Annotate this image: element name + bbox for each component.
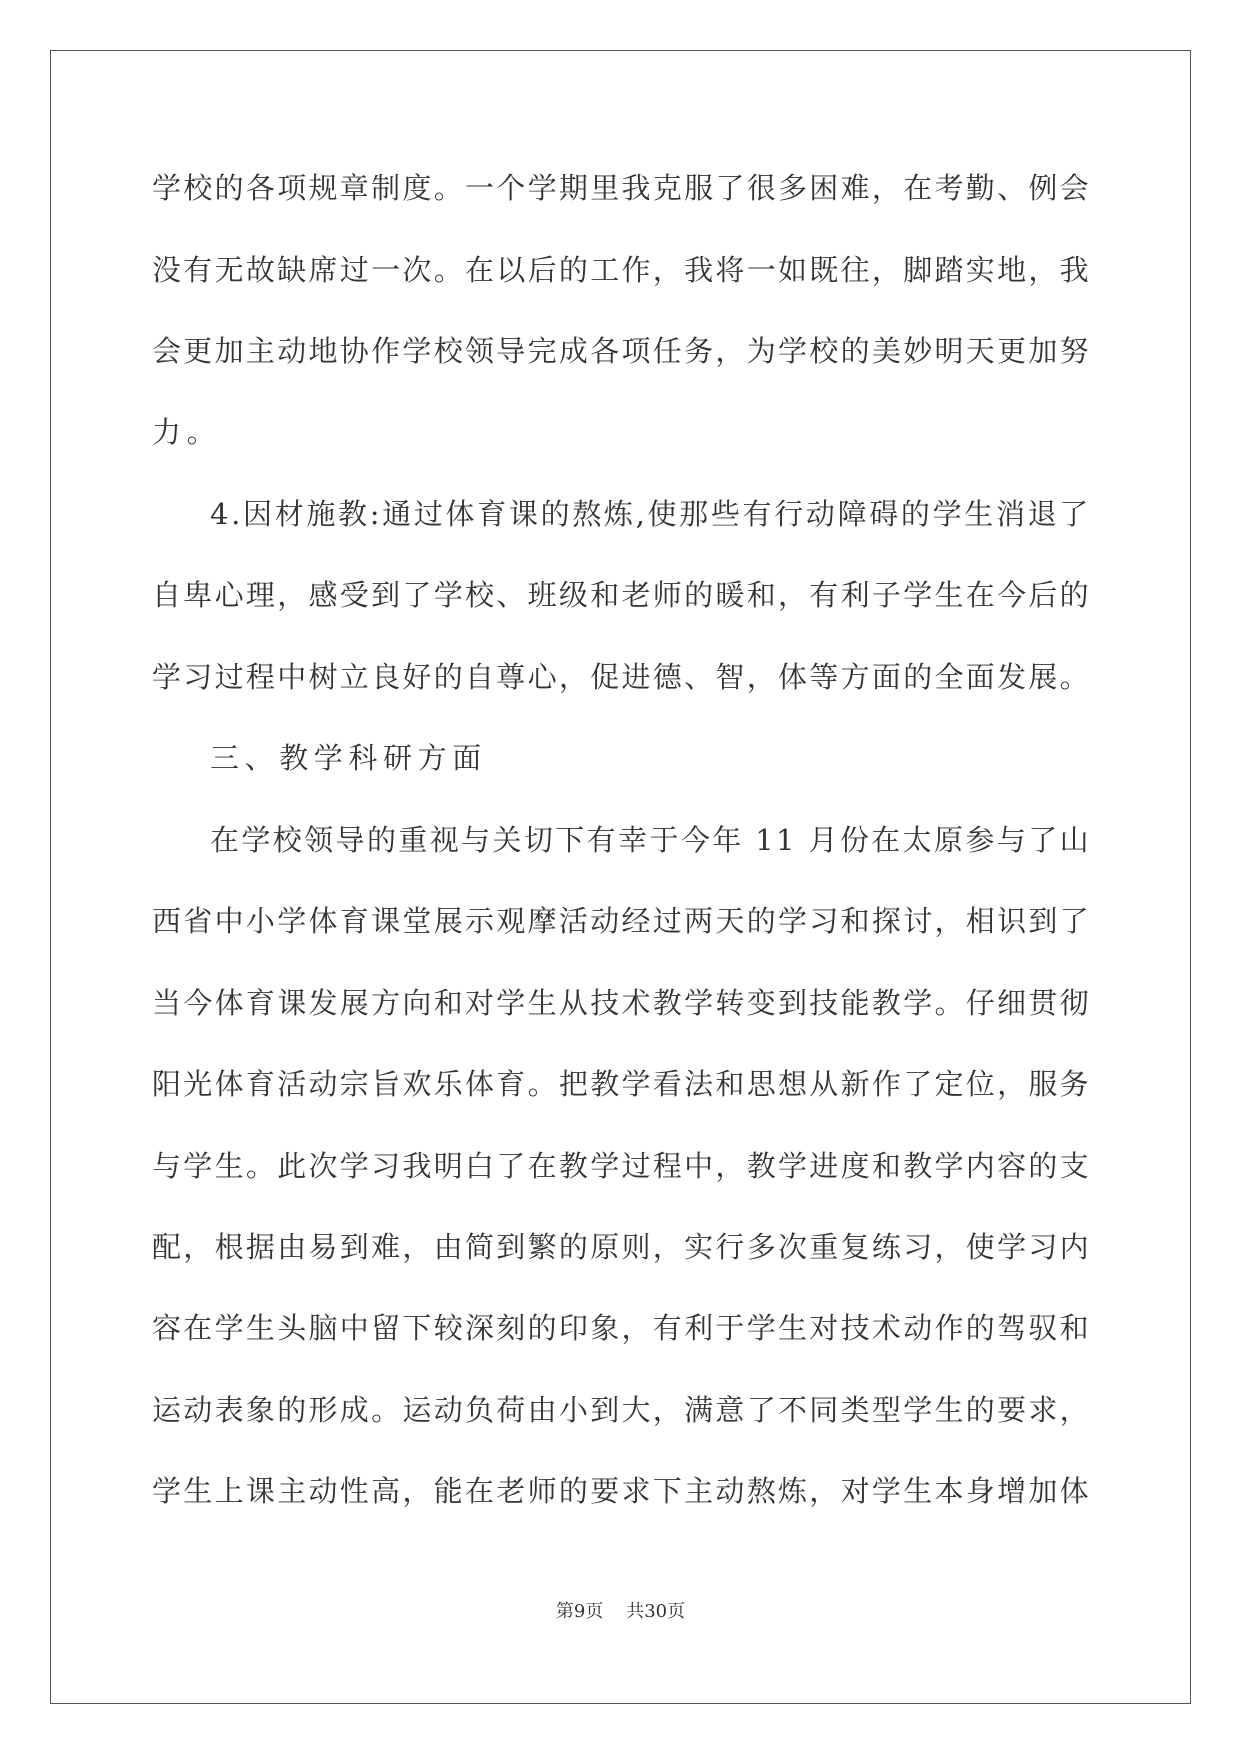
text-line: 运动表象的形成。运动负荷由小到大，满意了不同类型学生的要求， (152, 1393, 1091, 1427)
text-line: 会更加主动地协作学校领导完成各项任务，为学校的美妙明天更加努 (152, 334, 1091, 368)
text-line: 没有无故缺席过一次。在以后的工作，我将一如既往，脚踏实地，我 (152, 253, 1091, 287)
text-line: 配，根据由易到难，由简到繁的原则，实行多次重复练习，使学习内 (152, 1230, 1091, 1264)
page-label-suffix: 页 (585, 1601, 604, 1622)
text-line: 自卑心理，感受到了学校、班级和老师的暖和，有利子学生在今后的 (152, 578, 1091, 612)
text-line: 容在学生头脑中留下较深刻的印象，有利于学生对技术动作的驾驭和 (152, 1311, 1091, 1345)
text-line: 4.因材施教:通过体育课的熬炼,使那些有行动障碍的学生消退了 (210, 497, 1091, 531)
total-label-prefix: 共 (626, 1601, 645, 1622)
text-line: 学习过程中树立良好的自尊心，促进德、智，体等方面的全面发展。 (152, 660, 1091, 694)
text-line: 学生上课主动性高，能在老师的要求下主动熬炼，对学生本身增加体 (152, 1474, 1091, 1508)
text-line: 力。 (152, 415, 222, 449)
text-line: 西省中小学体育课堂展示观摩活动经过两天的学习和探讨，相识到了 (152, 904, 1091, 938)
text-line: 与学生。此次学习我明白了在教学过程中，教学进度和教学内容的支 (152, 1149, 1091, 1183)
total-pages: 30 (644, 1601, 668, 1622)
page-number: 9 (573, 1601, 586, 1622)
text-line: 在学校领导的重视与关切下有幸于今年 11 月份在太原参与了山 (210, 823, 1091, 857)
page-footer (0, 1597, 1241, 1623)
total-label-suffix: 页 (667, 1601, 686, 1622)
text-line: 学校的各项规章制度。一个学期里我克服了很多困难，在考勤、例会 (152, 171, 1091, 205)
page-label-prefix: 第 (555, 1601, 574, 1622)
text-line: 阳光体育活动宗旨欢乐体育。把教学看法和思想从新作了定位，服务 (152, 1067, 1091, 1101)
page-border (50, 50, 1191, 1704)
text-line: 当今体育课发展方向和对学生从技术教学转变到技能教学。仔细贯彻 (152, 986, 1091, 1020)
section-heading: 三、教学科研方面 (210, 741, 487, 775)
